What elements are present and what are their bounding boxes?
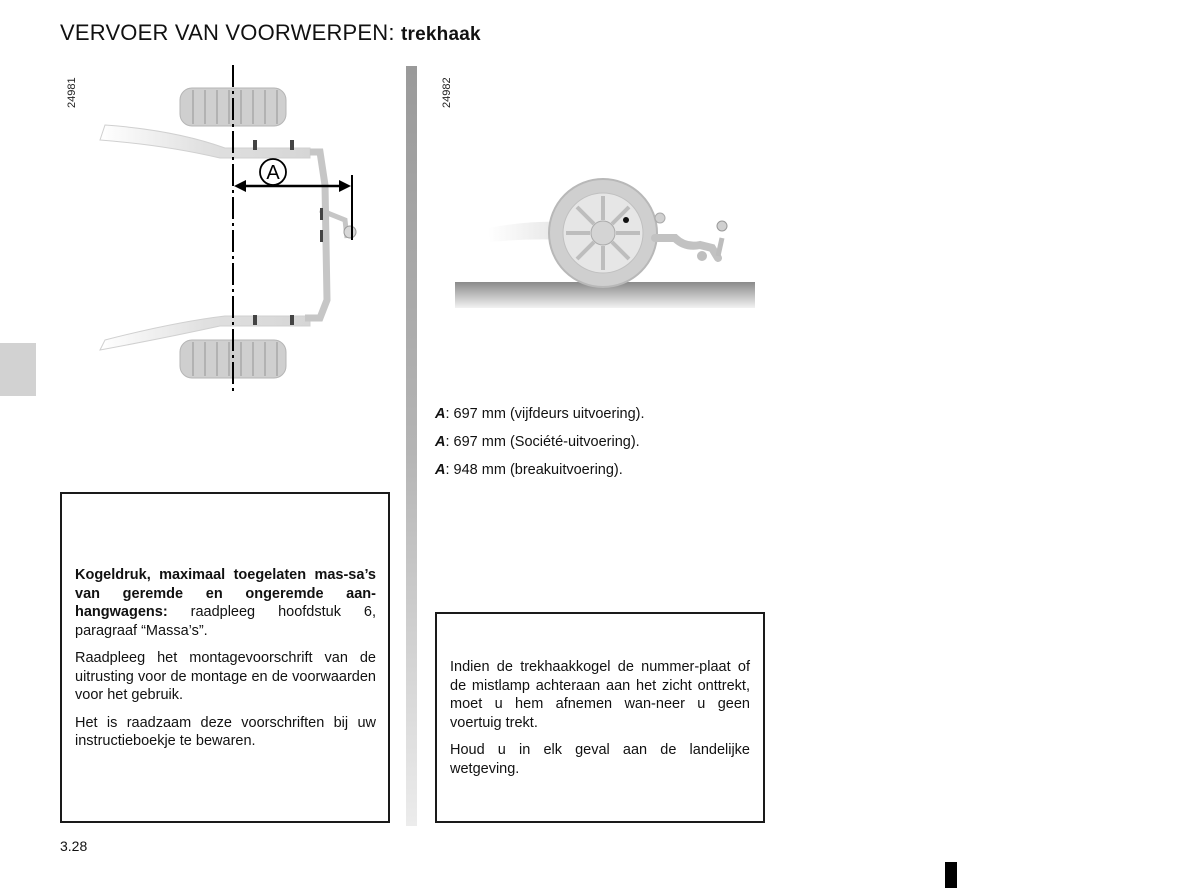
legend-text: : 697 mm (vijfdeurs uitvoering).: [445, 406, 645, 422]
legend-line: [435, 428, 645, 456]
page-edge-mark: [945, 862, 957, 888]
towbar-side-view-illustration: [450, 160, 770, 320]
info-bold-lead: Kogeldruk, maximaal toegelaten mas-sa’s van geremde en ongeremde aan-hangwagens:: [75, 567, 376, 620]
title-main: VERVOER VAN VOORWERPEN: [60, 20, 389, 45]
towbar-top-view-illustration: [95, 60, 395, 400]
info-paragraph: Houd u in elk geval aan de landelijke wetgeving.: [450, 742, 750, 777]
figure-number-right: 24982: [441, 77, 453, 108]
legend-text: : 948 mm (breakuitvoering).: [445, 462, 623, 478]
page-number: 3.28: [60, 838, 88, 854]
info-paragraph: Het is raadzaam deze voorschriften bij uw instructieboekje te bewaren.: [75, 714, 376, 749]
info-paragraph: Raadpleeg het montagevoorschrift van de uitrusting voor de montage en de voorwaarden voor het gebruik.: [75, 650, 376, 703]
title-subtitle: trekhaak: [401, 24, 481, 45]
dimension-legend: [435, 400, 645, 484]
title-separator: :: [388, 20, 401, 45]
info-box-towing-mass: [60, 492, 390, 823]
dimension-a-label: A: [266, 162, 280, 184]
upper-chassis-rail: [100, 125, 310, 158]
legend-key: A: [435, 434, 446, 450]
info-text: raadpleeg hoofdstuk 6, paragraaf “Massa’s”.: [75, 604, 376, 639]
page-title: [60, 20, 481, 46]
figure-number-left: 24981: [66, 77, 78, 108]
legend-key: A: [435, 406, 446, 422]
info-box-towball-removal: [435, 612, 765, 823]
towball-side-icon: [717, 221, 727, 231]
towbar-frame: [305, 152, 327, 318]
legend-key: A: [435, 462, 446, 478]
column-divider: [406, 66, 417, 826]
towball-icon: [344, 226, 356, 238]
towbar-arm: [655, 238, 718, 258]
rear-wheel-icon: [549, 179, 657, 287]
info-paragraph: [75, 566, 376, 640]
info-paragraph: Indien de trekhaakkogel de nummer-plaat of de mistlamp achteraan aan het zicht onttrekt, moet u hem afnemen wan-neer u geen voertuig trekt.: [450, 659, 750, 731]
chapter-tab: [0, 343, 36, 396]
legend-line: [435, 400, 645, 428]
legend-line: [435, 456, 645, 484]
legend-text: : 697 mm (Société-uitvoering).: [445, 434, 640, 450]
